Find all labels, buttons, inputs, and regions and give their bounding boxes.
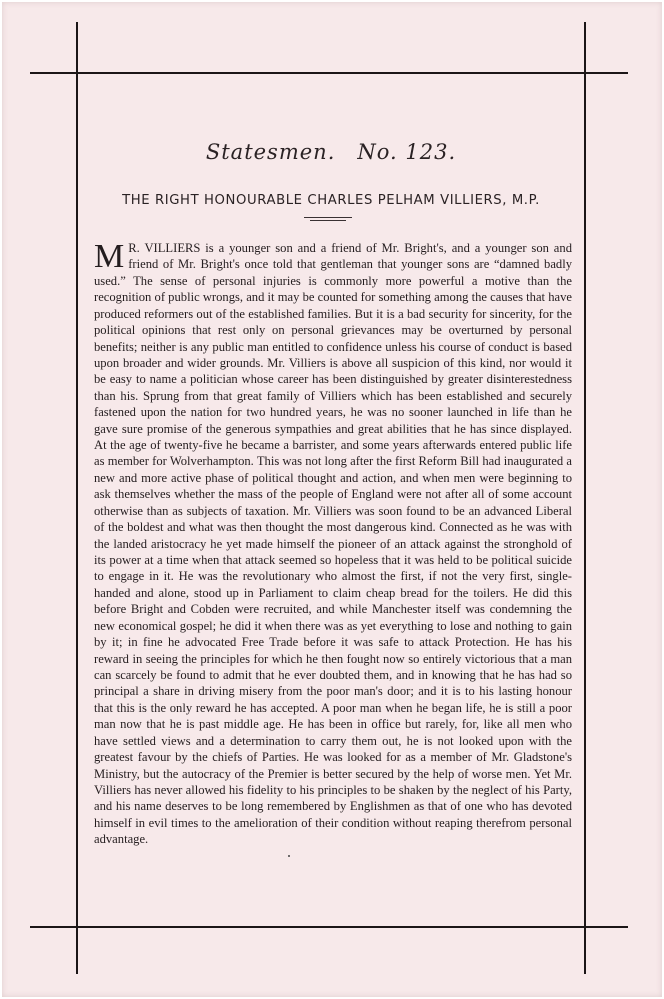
article-body <box>94 240 572 848</box>
article-text: R. VILLIERS is a younger son and a friend of Mr. Bright's, and a younger son and friend of Mr. Bright's once told that gentleman that younger sons are “damned badly used.” The sense of personal injuries is commonly more powerful a motive than the recognition of public wrongs, and it may be counted for something among the causes that have produced reformers out of the established families. But it is a bad security for sincerity, for the political opinions that rest only on personal grievances may be overturned by personal benefits; neither is any public man entitled to confidence unless his course of conduct is based upon broader and wider grounds. Mr. Villiers is above all suspicion of this kind, nor would it be easy to name a politician whose career has been distinguished by greater disinterestedness than his. Sprung from that great family of Villiers which has been established and securely fastened upon the nation for two hundred years, he was no sooner launched in life than he gave sure promise of the generous sympathies and great abilities that he has since displayed. At the age of twenty-five he became a barrister, and some years afterwards entered public life as member for Wolverhampton. This was not long after the first Reform Bill had inaugurated a new and more active phase of political thought and action, and when men were beginning to ask themselves whether the mass of the people of England were not after all of some account otherwise than as subjects of taxation. Mr. Villiers was soon found to be an advanced Liberal of the boldest and what was then thought the most dangerous kind. Connected as he was with the landed aristocracy he yet made himself the pioneer of an attack against the stronghold of its power at a time when that attack seemed so hopeless that it was held to be political suicide to engage in it. He was the revolutionary who almost the first, if not the very first, single-handed and alone, stood up in Parliament to claim cheap bread for the toilers. He did this before Bright and Cobden were recruited, and while Manchester itself was condemning the new economical gospel; he did it when there was as yet everything to lose and nothing to gain by it; in fine he advocated Free Trade before it was safe to attack Protection. He has his reward in seeing the principles for which he then fought now so entirely victorious that a man can scarcely be found to admit that he ever doubted them, and in knowing that he has had so principal a share in driving misery from the poor man's door; and it is to his lasting honour that this is the only reward he has accepted. A poor man when he began life, he is still a poor man now that he is past middle age. He has been in office but rarely, for, like all men who have settled views and a determination to carry them out, he is not looked upon with the greatest favour by the chiefs of Parties. He was looked for as a member of Mr. Gladstone's Ministry, but the autocracy of the Premier is better secured by the help of worse men. Yet Mr. Villiers has never allowed his fidelity to his principles to be shaken by the neglect of his Party, and his name deserves to be long remembered by Englishmen as that of one who has devoted himself in evil times to the amelioration of their condition without reaping therefrom personal advantage. <box>94 241 572 847</box>
left-border-rule <box>76 22 78 974</box>
ink-speck <box>288 855 290 857</box>
article-title: THE RIGHT HONOURABLE CHARLES PELHAM VILLIERS, M.P. <box>122 193 540 208</box>
title-ornament <box>304 217 352 221</box>
series-number: No. 123. <box>357 140 457 164</box>
top-border-rule <box>30 72 628 74</box>
bottom-border-rule <box>30 926 628 928</box>
series-label: Statesmen. <box>205 140 336 164</box>
right-border-rule <box>584 22 586 974</box>
page-sheet <box>2 2 662 997</box>
series-heading <box>78 140 584 164</box>
drop-cap: M <box>94 238 125 275</box>
